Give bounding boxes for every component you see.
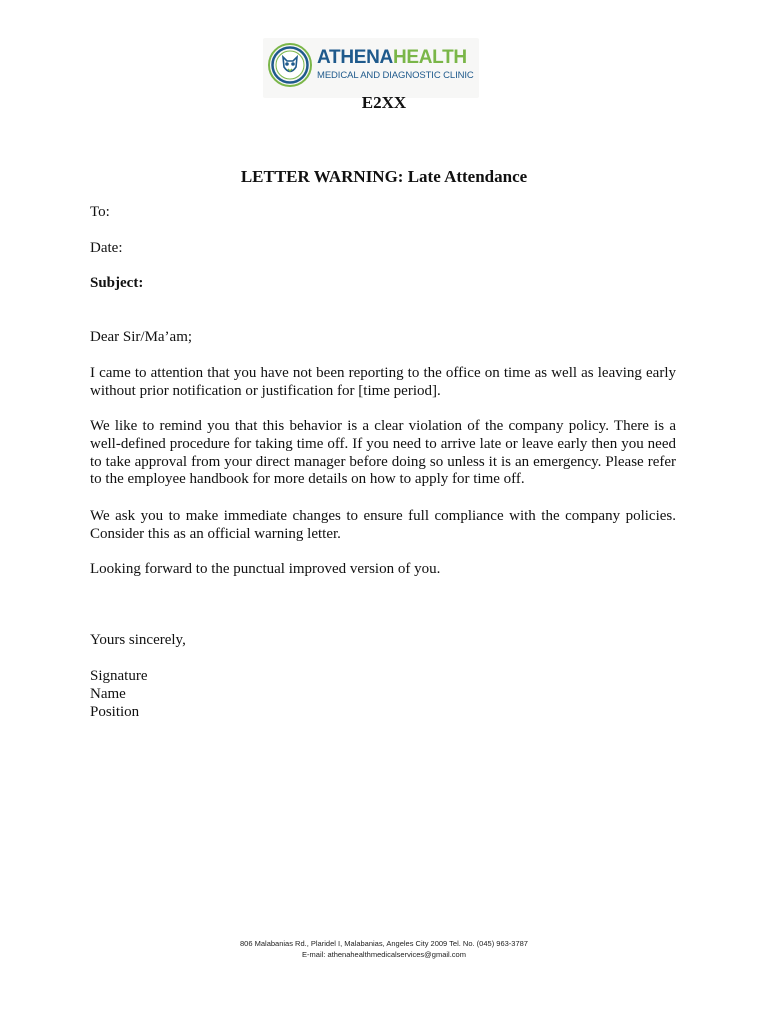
- letter-title: LETTER WARNING: Late Attendance: [240, 167, 528, 186]
- date-field: Date:: [90, 240, 123, 256]
- document-code: E2XX: [361, 93, 407, 112]
- signature-line: Signature: [90, 668, 148, 684]
- footer-address: 806 Malabanias Rd., Plaridel I, Malabanias, Angeles City 2009 Tel. No. (045) 963-3787: [240, 939, 528, 948]
- paragraph-3: We ask you to make immediate changes to ensure full compliance with the company policies. Consider this as an official warning letter.: [90, 508, 676, 542]
- paragraph-2: We like to remind you that this behavior is a clear violation of the company policy. There is a well-defined procedure for taking time off. If you need to arrive late or leave early then you need to take approval from your direct manager before doing so unless it is an emergency. Please refer to the employee handbook for more details on how to apply for time off.: [90, 418, 676, 488]
- salutation: Dear Sir/Ma’am;: [90, 329, 193, 345]
- paragraph-4: Looking forward to the punctual improved version of you.: [90, 561, 441, 577]
- clinic-logo: [263, 38, 479, 98]
- brand-name-part1: ATHENA: [317, 47, 393, 68]
- clinic-brand-name: [317, 47, 467, 69]
- paragraph-1: I came to attention that you have not been reporting to the office on time as well as leaving early without prior notification or justification for [time period].: [90, 365, 676, 399]
- subject-field: Subject:: [90, 275, 144, 291]
- closing: Yours sincerely,: [90, 632, 186, 648]
- footer-email: E-mail: athenahealthmedicalservices@gmail.com: [302, 950, 466, 959]
- clinic-emblem-icon: [268, 43, 312, 87]
- position-line: Position: [90, 704, 140, 720]
- name-line: Name: [90, 686, 126, 702]
- brand-name-part2: HEALTH: [392, 47, 467, 68]
- to-field: To:: [90, 204, 110, 220]
- clinic-tagline: MEDICAL AND DIAGNOSTIC CLINIC: [317, 70, 474, 81]
